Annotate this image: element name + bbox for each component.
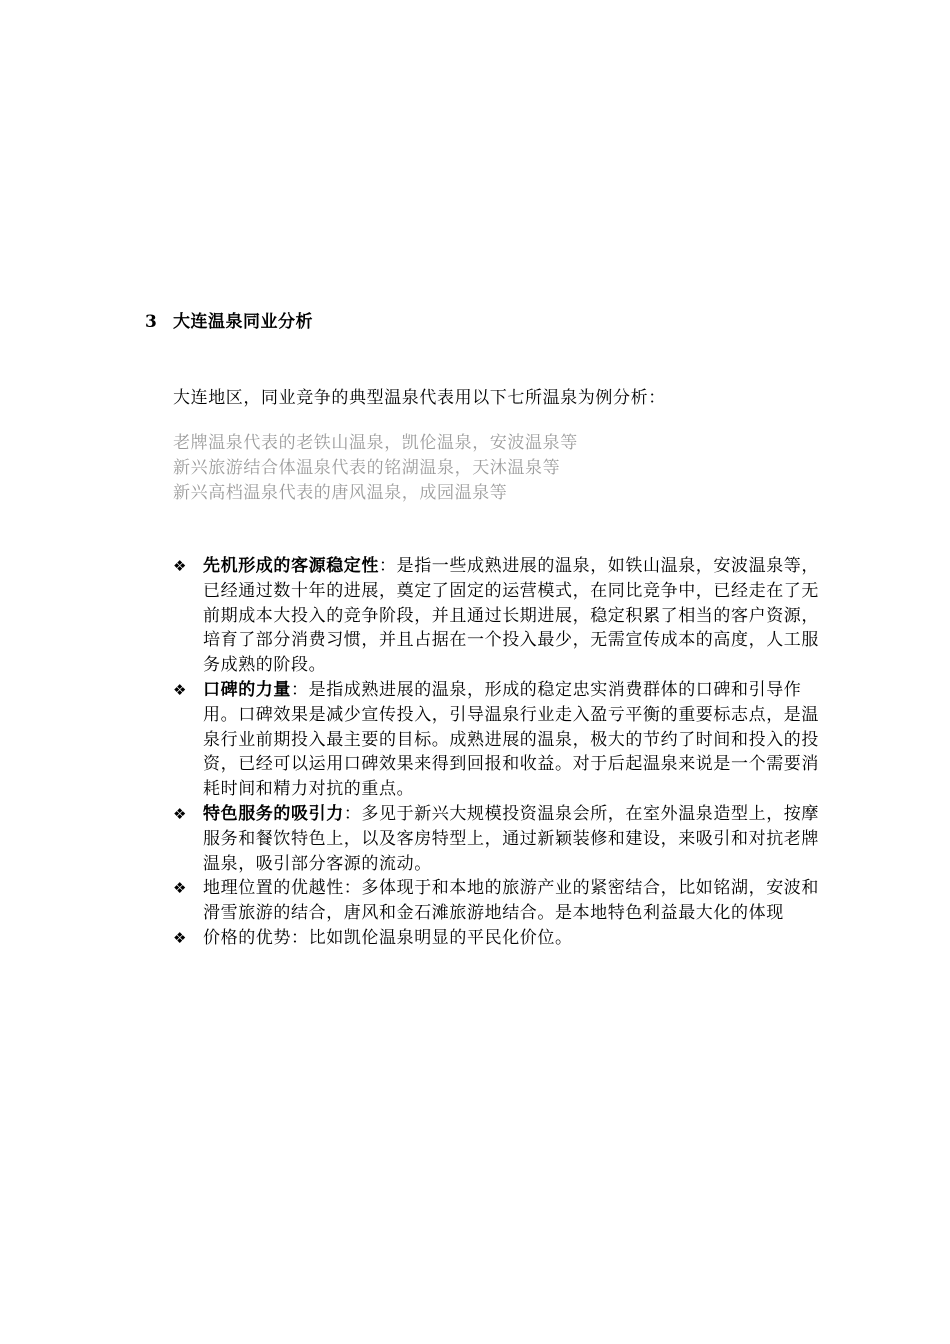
- bullet-text: 地理位置的优越性：多体现于和本地的旅游产业的紧密结合，比如铭湖，安波和滑雪旅游的结合，唐风和金石滩旅游地结合。是本地特色利益最大化的体现: [203, 878, 819, 924]
- bullet-text: 价格的优势：比如凯伦温泉明显的平民化价位。: [203, 927, 573, 948]
- diamond-bullet-icon: ❖: [173, 680, 188, 699]
- section-heading: [145, 307, 313, 332]
- bullet-lead: 先机形成的客源稳定性: [203, 556, 379, 576]
- bullet-lead: 口碑的力量: [203, 679, 291, 700]
- diamond-bullet-icon: ❖: [173, 804, 188, 823]
- section-number: 3: [145, 312, 158, 332]
- bullet-item: [173, 678, 833, 802]
- bullet-lead: 特色服务的吸引力: [203, 803, 344, 824]
- diamond-bullet-icon: ❖: [173, 879, 188, 898]
- bullet-item: [173, 802, 833, 876]
- analysis-bullet-list: [173, 554, 833, 951]
- section-title: 大连温泉同业分析: [173, 312, 313, 332]
- diamond-bullet-icon: ❖: [173, 557, 188, 575]
- category-item: 新兴高档温泉代表的唐风温泉，成园温泉等: [173, 483, 508, 503]
- bullet-text: ：是指一些成熟进展的温泉，如铁山温泉，安波温泉等，已经通过数十年的进展，奠定了固定的运营模式，在同比竞争中，已经走在了无前期成本大投入的竞争阶段，并且通过长期进展，稳定积累了相当的客户资源，培育了部分消费习惯，并且占据在一个投入最少，无需宣传成本的高度，人工服务成熟的阶段。: [203, 556, 819, 676]
- bullet-item: [173, 876, 833, 926]
- bullet-item: [173, 926, 833, 951]
- bullet-text: ：是指成熟进展的温泉，形成的稳定忠实消费群体的口碑和引导作用。口碑效果是减少宣传投入，引导温泉行业走入盈亏平衡的重要标志点，是温泉行业前期投入最主要的目标。成熟进展的温泉，极大的节约了时间和投入的投资，已经可以运用口碑效果来得到回报和收益。对于后起温泉来说是一个需要消耗时间和精力对抗的重点。: [203, 679, 819, 800]
- diamond-bullet-icon: ❖: [173, 928, 188, 947]
- category-item: 新兴旅游结合体温泉代表的铭湖温泉，天沐温泉等: [173, 458, 561, 478]
- category-list: [173, 431, 578, 506]
- bullet-item: [173, 554, 833, 678]
- bullet-text: ：多见于新兴大规模投资温泉会所，在室外温泉造型上，按摩服务和餐饮特色上，以及客房特型上，通过新颖装修和建设，来吸引和对抗老牌温泉，吸引部分客源的流动。: [203, 803, 820, 874]
- category-item: 老牌温泉代表的老铁山温泉，凯伦温泉，安波温泉等: [173, 433, 578, 453]
- intro-paragraph: 大连地区，同业竞争的典型温泉代表用以下七所温泉为例分析：: [173, 388, 666, 408]
